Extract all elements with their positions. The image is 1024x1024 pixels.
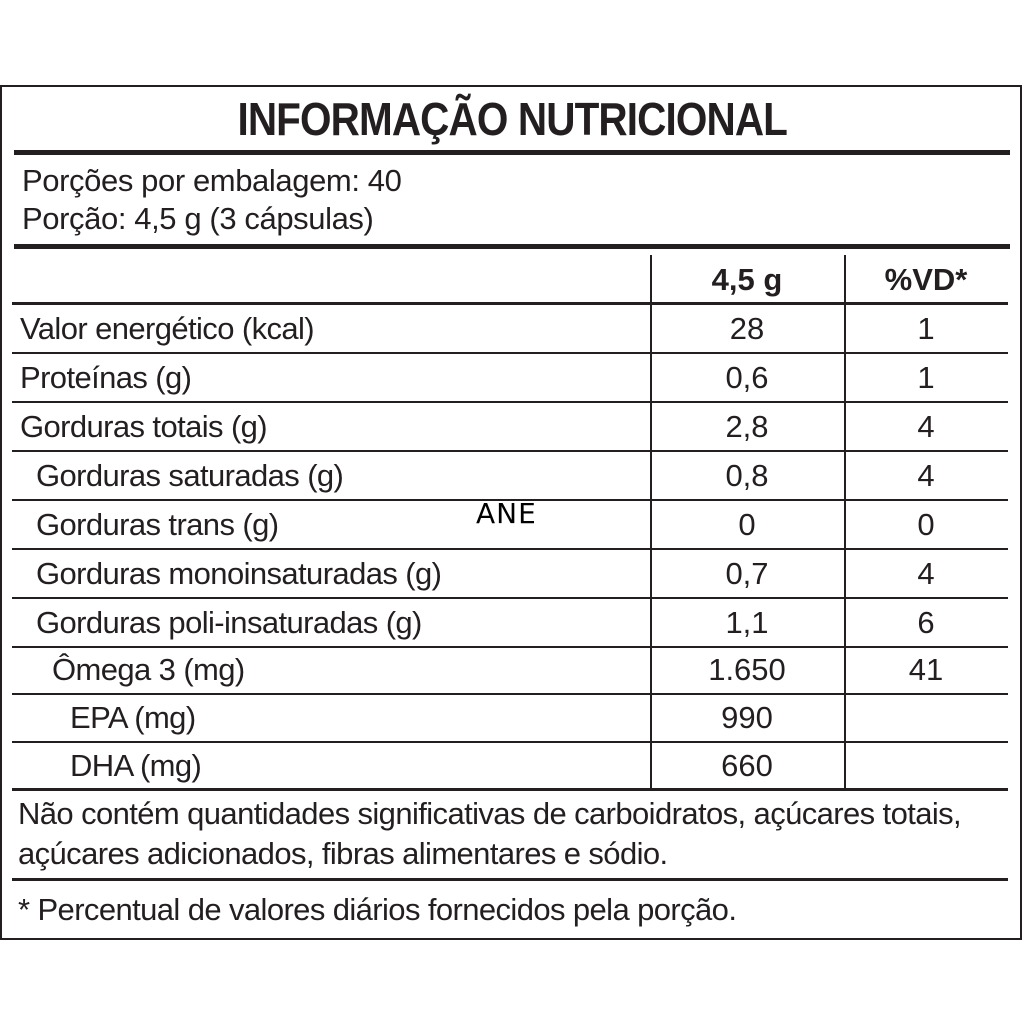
table-row [12,598,1008,647]
row-label: Gorduras trans (g) [36,507,279,542]
not-significant-note-line-2: açúcares adicionados, fibras alimentares e sódio. [18,836,668,871]
row-amount: 0,8 [725,458,769,493]
row-label: Gorduras poli-insaturadas (g) [36,605,422,640]
row-amount: 28 [729,311,765,346]
row-label: Valor energético (kcal) [20,311,315,346]
row-label: Gorduras monoinsaturadas (g) [36,556,442,591]
not-significant-note-line-1: Não contém quantidades significativas de carboidratos, açúcares totais, [18,796,962,831]
table-row [12,549,1008,598]
table-bottom-rule [12,788,1008,791]
amount-column-divider [650,255,652,791]
daily-value-column-header: %VD* [884,262,968,297]
daily-value-column-divider [844,255,846,791]
table-row [12,693,1008,742]
amount-column-header: 4,5 g [711,262,783,297]
row-amount: 0,7 [725,556,769,591]
row-amount: 2,8 [725,409,769,444]
serving-size: Porção: 4,5 g (3 cápsulas) [22,201,374,236]
daily-value-footnote: * Percentual de valores diários fornecidos pela porção. [18,892,737,927]
table-row [12,741,1008,790]
watermark-text: ANE [476,497,537,530]
servings-per-package: Porções por embalagem: 40 [22,163,402,198]
row-daily-value: 1 [917,311,935,346]
row-amount: 0,6 [725,360,769,395]
table-row [12,645,1008,694]
row-daily-value: 0 [917,507,935,542]
row-daily-value: 4 [917,556,935,591]
row-label: Proteínas (g) [20,360,192,395]
row-label: EPA (mg) [70,700,196,735]
table-row [12,402,1008,451]
row-label: Gorduras saturadas (g) [36,458,344,493]
row-amount: 1,1 [725,605,769,640]
panel-title: INFORMAÇÃO NUTRICIONAL [237,93,788,145]
row-amount: 1.650 [708,652,786,687]
row-amount: 990 [721,700,773,735]
row-daily-value [844,741,1008,790]
row-label: DHA (mg) [70,748,202,783]
row-daily-value: 4 [917,458,935,493]
table-header-row [12,255,1008,304]
row-daily-value: 6 [917,605,935,640]
row-amount: 0 [738,507,756,542]
serving-divider [14,244,1010,249]
row-amount: 660 [721,748,773,783]
table-row [12,451,1008,500]
row-daily-value: 4 [917,409,935,444]
table-row [12,353,1008,402]
row-daily-value: 41 [908,652,944,687]
title-divider [14,150,1010,155]
row-daily-value: 1 [917,360,935,395]
row-label: Gorduras totais (g) [20,409,268,444]
row-daily-value [844,693,1008,742]
footnote-divider [12,878,1008,881]
row-label: Ômega 3 (mg) [52,652,245,687]
table-row [12,304,1008,353]
